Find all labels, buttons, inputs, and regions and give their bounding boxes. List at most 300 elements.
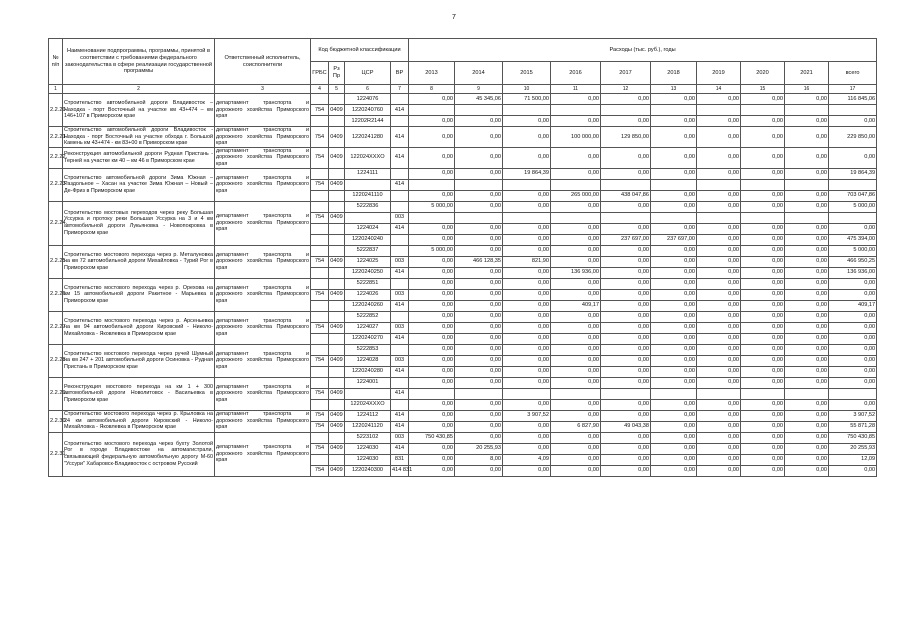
amount-cell: 0,00 [551, 94, 601, 105]
amount-cell: 3 907,52 [503, 410, 551, 421]
amount-cell [551, 179, 601, 190]
amount-cell: 0,00 [409, 289, 455, 300]
vr-cell [391, 168, 409, 179]
column-number: 1 [49, 85, 63, 94]
header-year: 2021 [785, 62, 829, 85]
header-grbs: ГРБС [311, 62, 329, 85]
amount-cell: 0,00 [551, 366, 601, 377]
header-vr: ВР [391, 62, 409, 85]
amount-cell: 0,00 [503, 147, 551, 168]
amount-cell: 0,00 [785, 223, 829, 234]
amount-cell: 0,00 [785, 421, 829, 432]
table-row [49, 432, 877, 443]
amount-cell: 0,00 [697, 127, 741, 148]
csr-cell: 1224076 [345, 94, 391, 105]
amount-cell [601, 105, 651, 116]
amount-cell: 0,00 [651, 432, 697, 443]
amount-cell: 0,00 [601, 432, 651, 443]
column-number: 8 [409, 85, 455, 94]
amount-cell: 0,00 [409, 421, 455, 432]
csr-cell: 1224027 [345, 322, 391, 333]
amount-cell: 0,00 [697, 223, 741, 234]
amount-cell: 0,00 [651, 190, 697, 201]
vr-cell: 414 [391, 300, 409, 311]
total-cell: 0,00 [829, 366, 877, 377]
amount-cell: 0,00 [651, 168, 697, 179]
header-year: 2017 [601, 62, 651, 85]
amount-cell: 237 697,00 [651, 234, 697, 245]
grbs-cell [311, 300, 329, 311]
amount-cell: 0,00 [785, 399, 829, 410]
amount-cell: 0,00 [503, 223, 551, 234]
amount-cell: 0,00 [741, 245, 785, 256]
vr-cell: 003 [391, 355, 409, 366]
amount-cell [409, 388, 455, 399]
amount-cell: 0,00 [601, 278, 651, 289]
amount-cell: 45 345,06 [455, 94, 503, 105]
csr-cell: 1220240270 [345, 333, 391, 344]
column-number: 9 [455, 85, 503, 94]
row-number: 2.2.28. [49, 344, 63, 377]
amount-cell: 0,00 [785, 267, 829, 278]
amount-cell: 0,00 [601, 201, 651, 212]
vr-cell [391, 201, 409, 212]
amount-cell [601, 212, 651, 223]
table-row [49, 94, 877, 105]
header-year: 2018 [651, 62, 697, 85]
amount-cell [503, 179, 551, 190]
total-cell: 703 047,86 [829, 190, 877, 201]
amount-cell [785, 388, 829, 399]
amount-cell: 0,00 [785, 168, 829, 179]
row-number: 2.2.21. [49, 127, 63, 148]
amount-cell: 0,00 [409, 168, 455, 179]
amount-cell: 0,00 [697, 147, 741, 168]
amount-cell: 0,00 [409, 223, 455, 234]
amount-cell: 0,00 [409, 234, 455, 245]
vr-cell [391, 245, 409, 256]
total-cell: 229 850,00 [829, 127, 877, 148]
amount-cell: 0,00 [503, 333, 551, 344]
amount-cell: 0,00 [785, 147, 829, 168]
csr-cell: 1220240760 [345, 105, 391, 116]
amount-cell: 0,00 [785, 432, 829, 443]
amount-cell: 0,00 [551, 344, 601, 355]
rzpr-cell: 0409 [329, 289, 345, 300]
amount-cell: 265 000,00 [551, 190, 601, 201]
column-number: 7 [391, 85, 409, 94]
amount-cell: 0,00 [409, 344, 455, 355]
vr-cell: 414 [391, 333, 409, 344]
amount-cell: 0,00 [741, 377, 785, 388]
rzpr-cell: 0409 [329, 105, 345, 116]
amount-cell: 0,00 [785, 278, 829, 289]
amount-cell: 0,00 [455, 245, 503, 256]
rzpr-cell: 0409 [329, 147, 345, 168]
grbs-cell: 754 [311, 443, 329, 454]
amount-cell: 0,00 [741, 190, 785, 201]
vr-cell [391, 399, 409, 410]
amount-cell: 19 864,39 [503, 168, 551, 179]
csr-cell: 1224030 [345, 454, 391, 465]
csr-cell: 1224112 [345, 410, 391, 421]
total-cell: 0,00 [829, 289, 877, 300]
amount-cell: 0,00 [741, 289, 785, 300]
table-row [49, 201, 877, 212]
amount-cell: 0,00 [697, 465, 741, 476]
vr-cell: 414 [391, 443, 409, 454]
amount-cell: 0,00 [601, 465, 651, 476]
amount-cell: 0,00 [409, 443, 455, 454]
vr-cell: 414 [391, 147, 409, 168]
amount-cell [741, 179, 785, 190]
amount-cell: 0,00 [601, 311, 651, 322]
amount-cell [651, 105, 697, 116]
amount-cell: 0,00 [785, 465, 829, 476]
amount-cell: 0,00 [601, 355, 651, 366]
amount-cell: 0,00 [455, 410, 503, 421]
amount-cell: 0,00 [741, 201, 785, 212]
rzpr-cell [329, 190, 345, 201]
amount-cell: 0,00 [697, 410, 741, 421]
amount-cell: 0,00 [601, 289, 651, 300]
amount-cell: 0,00 [551, 245, 601, 256]
rzpr-cell [329, 432, 345, 443]
csr-cell: 1224026 [345, 289, 391, 300]
amount-cell: 0,00 [741, 432, 785, 443]
amount-cell: 0,00 [601, 147, 651, 168]
amount-cell [409, 179, 455, 190]
grbs-cell: 754 [311, 127, 329, 148]
total-cell: 0,00 [829, 399, 877, 410]
rzpr-cell [329, 344, 345, 355]
amount-cell: 0,00 [503, 355, 551, 366]
amount-cell: 0,00 [651, 454, 697, 465]
amount-cell [697, 388, 741, 399]
amount-cell: 0,00 [651, 355, 697, 366]
amount-cell: 0,00 [601, 366, 651, 377]
row-number: 2.2.26. [49, 278, 63, 311]
amount-cell: 5 000,00 [409, 201, 455, 212]
amount-cell: 0,00 [741, 465, 785, 476]
column-number: 3 [215, 85, 311, 94]
amount-cell: 0,00 [697, 399, 741, 410]
column-number: 14 [697, 85, 741, 94]
grbs-cell [311, 377, 329, 388]
table-row [49, 245, 877, 256]
amount-cell [409, 212, 455, 223]
amount-cell [741, 388, 785, 399]
amount-cell: 0,00 [551, 289, 601, 300]
amount-cell: 0,00 [651, 289, 697, 300]
csr-cell: 1220241280 [345, 127, 391, 148]
amount-cell: 0,00 [551, 454, 601, 465]
amount-cell: 0,00 [741, 333, 785, 344]
row-executor: департамент транспорта и дорожного хозяйства Приморского края [215, 201, 311, 245]
amount-cell [503, 105, 551, 116]
amount-cell: 0,00 [503, 443, 551, 454]
total-cell: 409,17 [829, 300, 877, 311]
header-code-group: Код бюджетной классификации [311, 39, 409, 62]
amount-cell [455, 179, 503, 190]
amount-cell: 0,00 [741, 267, 785, 278]
amount-cell: 0,00 [601, 223, 651, 234]
amount-cell: 0,00 [503, 421, 551, 432]
row-number: 2.2.29. [49, 377, 63, 410]
amount-cell: 0,00 [601, 256, 651, 267]
amount-cell [741, 105, 785, 116]
grbs-cell [311, 234, 329, 245]
grbs-cell [311, 454, 329, 465]
total-cell: 5 000,00 [829, 245, 877, 256]
amount-cell: 0,00 [697, 443, 741, 454]
amount-cell: 0,00 [551, 377, 601, 388]
amount-cell: 0,00 [651, 94, 697, 105]
amount-cell: 0,00 [651, 223, 697, 234]
amount-cell: 0,00 [601, 245, 651, 256]
amount-cell: 0,00 [551, 234, 601, 245]
amount-cell: 0,00 [409, 116, 455, 127]
column-number: 17 [829, 85, 877, 94]
amount-cell: 0,00 [741, 147, 785, 168]
page-number: 7 [452, 14, 456, 21]
amount-cell: 0,00 [551, 432, 601, 443]
total-cell: 466 950,25 [829, 256, 877, 267]
csr-cell: 122024XXXO [345, 399, 391, 410]
total-cell: 0,00 [829, 311, 877, 322]
total-cell: 475 394,00 [829, 234, 877, 245]
amount-cell: 0,00 [785, 366, 829, 377]
amount-cell: 0,00 [697, 355, 741, 366]
amount-cell: 129 850,00 [601, 127, 651, 148]
amount-cell: 438 047,86 [601, 190, 651, 201]
amount-cell: 0,00 [697, 201, 741, 212]
amount-cell: 0,00 [551, 399, 601, 410]
amount-cell: 0,00 [455, 278, 503, 289]
amount-cell: 0,00 [697, 377, 741, 388]
amount-cell: 0,00 [503, 127, 551, 148]
amount-cell: 0,00 [455, 333, 503, 344]
amount-cell: 0,00 [651, 322, 697, 333]
vr-cell: 003 [391, 256, 409, 267]
total-cell: 0,00 [829, 377, 877, 388]
amount-cell: 0,00 [503, 432, 551, 443]
rzpr-cell: 0409 [329, 443, 345, 454]
amount-cell: 4,09 [503, 454, 551, 465]
amount-cell: 0,00 [741, 168, 785, 179]
amount-cell: 0,00 [455, 399, 503, 410]
amount-cell: 0,00 [455, 168, 503, 179]
amount-cell [651, 212, 697, 223]
rzpr-cell: 0409 [329, 322, 345, 333]
rzpr-cell [329, 267, 345, 278]
vr-cell: 003 [391, 432, 409, 443]
amount-cell: 0,00 [409, 465, 455, 476]
amount-cell: 0,00 [697, 267, 741, 278]
amount-cell: 237 697,00 [601, 234, 651, 245]
amount-cell: 0,00 [551, 311, 601, 322]
amount-cell: 0,00 [503, 399, 551, 410]
rzpr-cell: 0409 [329, 410, 345, 421]
amount-cell: 0,00 [651, 147, 697, 168]
amount-cell: 0,00 [697, 344, 741, 355]
csr-cell: 1224001 [345, 377, 391, 388]
vr-cell [391, 344, 409, 355]
vr-cell [391, 278, 409, 289]
amount-cell: 0,00 [785, 443, 829, 454]
grbs-cell [311, 245, 329, 256]
vr-cell: 003 [391, 212, 409, 223]
amount-cell: 0,00 [785, 190, 829, 201]
amount-cell: 0,00 [551, 322, 601, 333]
amount-cell: 0,00 [409, 355, 455, 366]
amount-cell: 0,00 [697, 311, 741, 322]
amount-cell: 0,00 [785, 234, 829, 245]
amount-cell: 0,00 [551, 147, 601, 168]
rzpr-cell: 0409 [329, 388, 345, 399]
row-number: 2.2.25. [49, 245, 63, 278]
rzpr-cell: 0409 [329, 127, 345, 148]
amount-cell: 0,00 [409, 300, 455, 311]
amount-cell: 0,00 [601, 377, 651, 388]
header-num: № п/п [49, 39, 63, 85]
row-name: Строительство автомобильной дороги Зима Южная – Раздольное – Хасан на участке Зима Южная – Новый – Де-Фриз в Приморском крае [63, 168, 215, 201]
amount-cell: 0,00 [503, 245, 551, 256]
amount-cell: 0,00 [503, 278, 551, 289]
amount-cell: 0,00 [455, 147, 503, 168]
amount-cell: 0,00 [503, 201, 551, 212]
amount-cell: 0,00 [741, 366, 785, 377]
column-number: 2 [63, 85, 215, 94]
vr-cell: 003 [391, 289, 409, 300]
amount-cell: 0,00 [741, 116, 785, 127]
amount-cell: 0,00 [651, 267, 697, 278]
amount-cell: 750 430,85 [409, 432, 455, 443]
amount-cell: 0,00 [785, 454, 829, 465]
amount-cell: 0,00 [741, 344, 785, 355]
amount-cell: 0,00 [651, 300, 697, 311]
amount-cell: 0,00 [503, 190, 551, 201]
amount-cell: 0,00 [455, 234, 503, 245]
header-csr: ЦСР [345, 62, 391, 85]
amount-cell: 0,00 [601, 267, 651, 278]
csr-cell [345, 179, 391, 190]
amount-cell [551, 105, 601, 116]
grbs-cell: 754 [311, 388, 329, 399]
amount-cell [601, 179, 651, 190]
header-year: 2014 [455, 62, 503, 85]
vr-cell [391, 94, 409, 105]
amount-cell: 71 500,00 [503, 94, 551, 105]
amount-cell: 0,00 [651, 344, 697, 355]
amount-cell [785, 179, 829, 190]
amount-cell: 0,00 [409, 377, 455, 388]
amount-cell: 0,00 [651, 399, 697, 410]
vr-cell [391, 311, 409, 322]
amount-cell: 0,00 [651, 366, 697, 377]
amount-cell: 466 128,35 [455, 256, 503, 267]
grbs-cell [311, 399, 329, 410]
csr-cell: 5222851 [345, 278, 391, 289]
row-name: Строительство мостового перехода через р. Орехова на км 15 автомобильной дороги Ракитное - Марьевка в Приморском крае [63, 278, 215, 311]
row-executor: департамент транспорта и дорожного хозяйства Приморского края [215, 168, 311, 201]
amount-cell: 0,00 [651, 201, 697, 212]
rzpr-cell [329, 223, 345, 234]
grbs-cell: 754 [311, 105, 329, 116]
row-executor: департамент транспорта и дорожного хозяйства Приморского края [215, 344, 311, 377]
amount-cell: 0,00 [551, 201, 601, 212]
total-cell [829, 388, 877, 399]
total-cell: 12,09 [829, 454, 877, 465]
column-number: 13 [651, 85, 697, 94]
amount-cell [455, 388, 503, 399]
amount-cell: 0,00 [601, 300, 651, 311]
header-expenses-group: Расходы (тыс. руб.), годы [409, 39, 877, 62]
grbs-cell: 754 [311, 410, 329, 421]
amount-cell: 136 936,00 [551, 267, 601, 278]
total-cell: 0,00 [829, 322, 877, 333]
amount-cell: 0,00 [601, 344, 651, 355]
table-row [49, 410, 877, 421]
amount-cell: 0,00 [409, 256, 455, 267]
rzpr-cell [329, 333, 345, 344]
grbs-cell [311, 366, 329, 377]
amount-cell: 0,00 [551, 355, 601, 366]
amount-cell: 0,00 [741, 127, 785, 148]
csr-cell: 1224024 [345, 223, 391, 234]
amount-cell: 0,00 [409, 454, 455, 465]
amount-cell: 0,00 [455, 300, 503, 311]
amount-cell: 0,00 [697, 245, 741, 256]
csr-cell [345, 212, 391, 223]
amount-cell: 0,00 [651, 443, 697, 454]
rzpr-cell [329, 300, 345, 311]
table-row [49, 127, 877, 148]
header-name: Наименование подпрограммы, программы, принятой в соответствии с требованиями федерального законодательства в сфере реализации государственной программы [63, 39, 215, 85]
vr-cell [391, 190, 409, 201]
amount-cell: 0,00 [697, 432, 741, 443]
csr-cell: 1220241120 [345, 421, 391, 432]
rzpr-cell [329, 377, 345, 388]
amount-cell: 0,00 [785, 201, 829, 212]
amount-cell: 0,00 [409, 333, 455, 344]
amount-cell: 0,00 [651, 377, 697, 388]
amount-cell: 0,00 [697, 322, 741, 333]
vr-cell: 831 [391, 454, 409, 465]
amount-cell: 0,00 [551, 443, 601, 454]
csr-cell: 1220240260 [345, 300, 391, 311]
amount-cell: 0,00 [651, 127, 697, 148]
grbs-cell [311, 190, 329, 201]
amount-cell: 0,00 [697, 116, 741, 127]
amount-cell: 0,00 [409, 399, 455, 410]
table-row [49, 147, 877, 168]
rzpr-cell [329, 94, 345, 105]
amount-cell: 0,00 [651, 278, 697, 289]
amount-cell [697, 105, 741, 116]
amount-cell: 0,00 [741, 410, 785, 421]
vr-cell: 003 [391, 322, 409, 333]
amount-cell: 0,00 [455, 344, 503, 355]
rzpr-cell [329, 454, 345, 465]
amount-cell: 0,00 [503, 344, 551, 355]
amount-cell: 49 043,38 [601, 421, 651, 432]
amount-cell: 0,00 [455, 267, 503, 278]
header-year: 2013 [409, 62, 455, 85]
total-cell: 0,00 [829, 278, 877, 289]
amount-cell: 0,00 [741, 94, 785, 105]
amount-cell: 0,00 [651, 116, 697, 127]
